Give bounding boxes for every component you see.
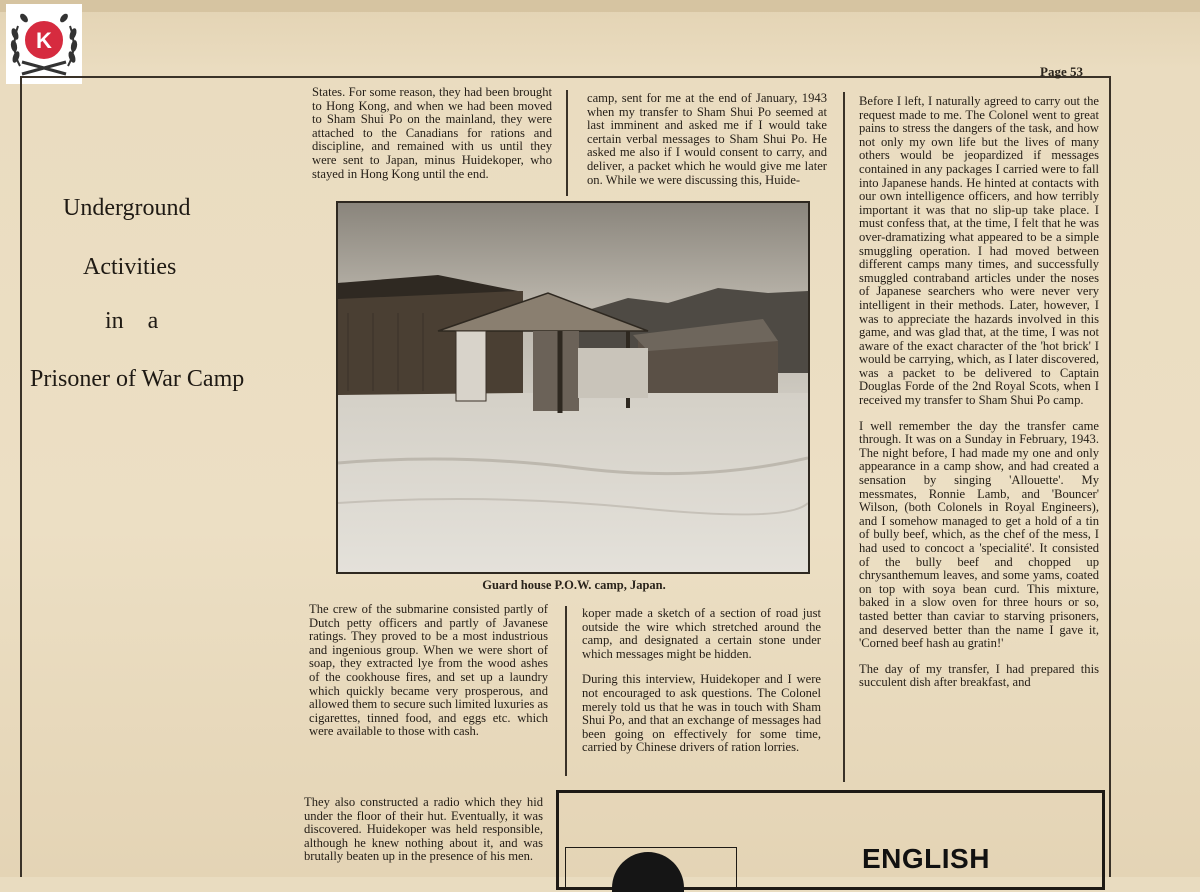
paragraph: The crew of the submarine consisted partly of Dutch petty officers and partly of Javanese ratings. They proved to be a most industrious and ingenious group. When we were short of soap, they extracted lye from the wood ashes of the cookhouse fires, and set up a laundry which quickly became very prosperous, and allowed them to secure such limited luxuries as cigarettes, tinned food, and eggs etc. which were available to those with cash. [309, 602, 548, 739]
photo-caption: Guard house P.O.W. camp, Japan. [482, 578, 666, 592]
paragraph: They also constructed a radio which they hid under the floor of their hut. Eventually, it was discovered. Huidekoper was held responsible, although he knew nothing about it, and was brutally beaten up in the presence of his men. [304, 795, 543, 864]
page-border-top [20, 76, 1110, 78]
paragraph: camp, sent for me at the end of January, 1943 when my transfer to Sham Shui Po seemed at last imminent and asked me if I would take certain verbal messages to Sham Shui Po. He asked me also if I would consent to carry, and deliver, a packet which he would give me later on. While we were discussing this, Huide- [587, 91, 827, 187]
logo-letter: K [36, 28, 52, 53]
page-number: Page 53 [1040, 64, 1083, 79]
headline-line-2: Activities [83, 254, 177, 280]
publisher-logo [6, 4, 82, 84]
column-rule [565, 606, 567, 776]
page-border-right [1109, 76, 1111, 877]
column-rule [566, 90, 568, 196]
article-col1-bottom [309, 603, 548, 751]
page-border-left [20, 76, 22, 877]
headline-line-3: in a [105, 308, 159, 334]
paragraph: States. For some reason, they had been brought to Hong Kong, and when we had been moved to Sham Shui Po on the mainland, they were attached to the Canadians for rations and discipline, and remained with us until they were sent to Japan, minus Huidekoper, who stayed in Hong Kong until the end. [312, 85, 552, 181]
headline-line-1: Underground [63, 195, 191, 221]
article-col2-bottom [582, 607, 821, 767]
article-col1-bottom-2 [304, 796, 543, 876]
column-rule [843, 92, 845, 782]
article-col2-top [587, 92, 827, 199]
paragraph: koper made a sketch of a section of road just outside the wire which stretched around the camp, and designated a certain stone under which messages might be hidden. [582, 606, 821, 661]
article-col3 [859, 95, 1099, 702]
article-col1-top [312, 86, 552, 193]
guard-house-photo [336, 201, 810, 574]
paragraph: During this interview, Huidekoper and I were not encouraged to ask questions. The Colonel merely told us that he was in touch with Sham Shui Po, and that an exchange of messages had been going on effectively for some time, carried by Chinese drivers of ration lorries. [582, 672, 821, 755]
page-top-edge [0, 0, 1200, 12]
headline-line-4: Prisoner of War Camp [30, 366, 245, 392]
paragraph: Before I left, I naturally agreed to carry out the request made to me. The Colonel went to great pains to stress the dangers of the task, and how not only my own life but the lives of many others would be jeopardized if messages contained in any packages I carried were to fall into Japanese hands. He hinted at contacts with our own intelligence officers, and how terribly important it was that no slip-up take place. I must confess that, at the time, I felt that he was over-dramatizing what appeared to be a simple smuggling operation. I had moved between different camps many times, and successfully smuggled contraband articles under the noses of Japanese searchers who were never very intelligent in their methods. Later, however, I was to appreciate the hazards involved in this game, and was glad that, at the time, I was not aware of the exact character of the 'hot brick' I would be carrying, which, as I later discovered, was a packet to be delivered to Captain Douglas Forde of the 2nd Royal Scots, when I received my transfer to Sham Shui Po camp. [859, 94, 1099, 408]
paragraph: The day of my transfer, I had prepared this succulent dish after breakfast, and [859, 661, 1099, 690]
paragraph: I well remember the day the transfer came through. It was on a Sunday in February, 1943. The night before, I had made my one and only appearance in a camp show, and had created a sensation by singing 'Allouette'. My messmates, Ronnie Lamb, and 'Bouncer' Wilson, (both Colonels in Royal Engineers), and I somehow managed to get a hold of a tin of bully beef, which, as the chef of the mess, I had used to concoct a 'specialité'. It consisted of the bully beef and chopped up chrysanthemum leaves, and some yams, coated on top with soya bean curd. This mixture, baked in a slow oven for three hours or so, tasted better than caviar to starving prisoners, and deserved better than the name I gave it, 'Corned beef hash au gratin!' [859, 418, 1099, 651]
advertisement-heading: ENGLISH [862, 843, 990, 874]
